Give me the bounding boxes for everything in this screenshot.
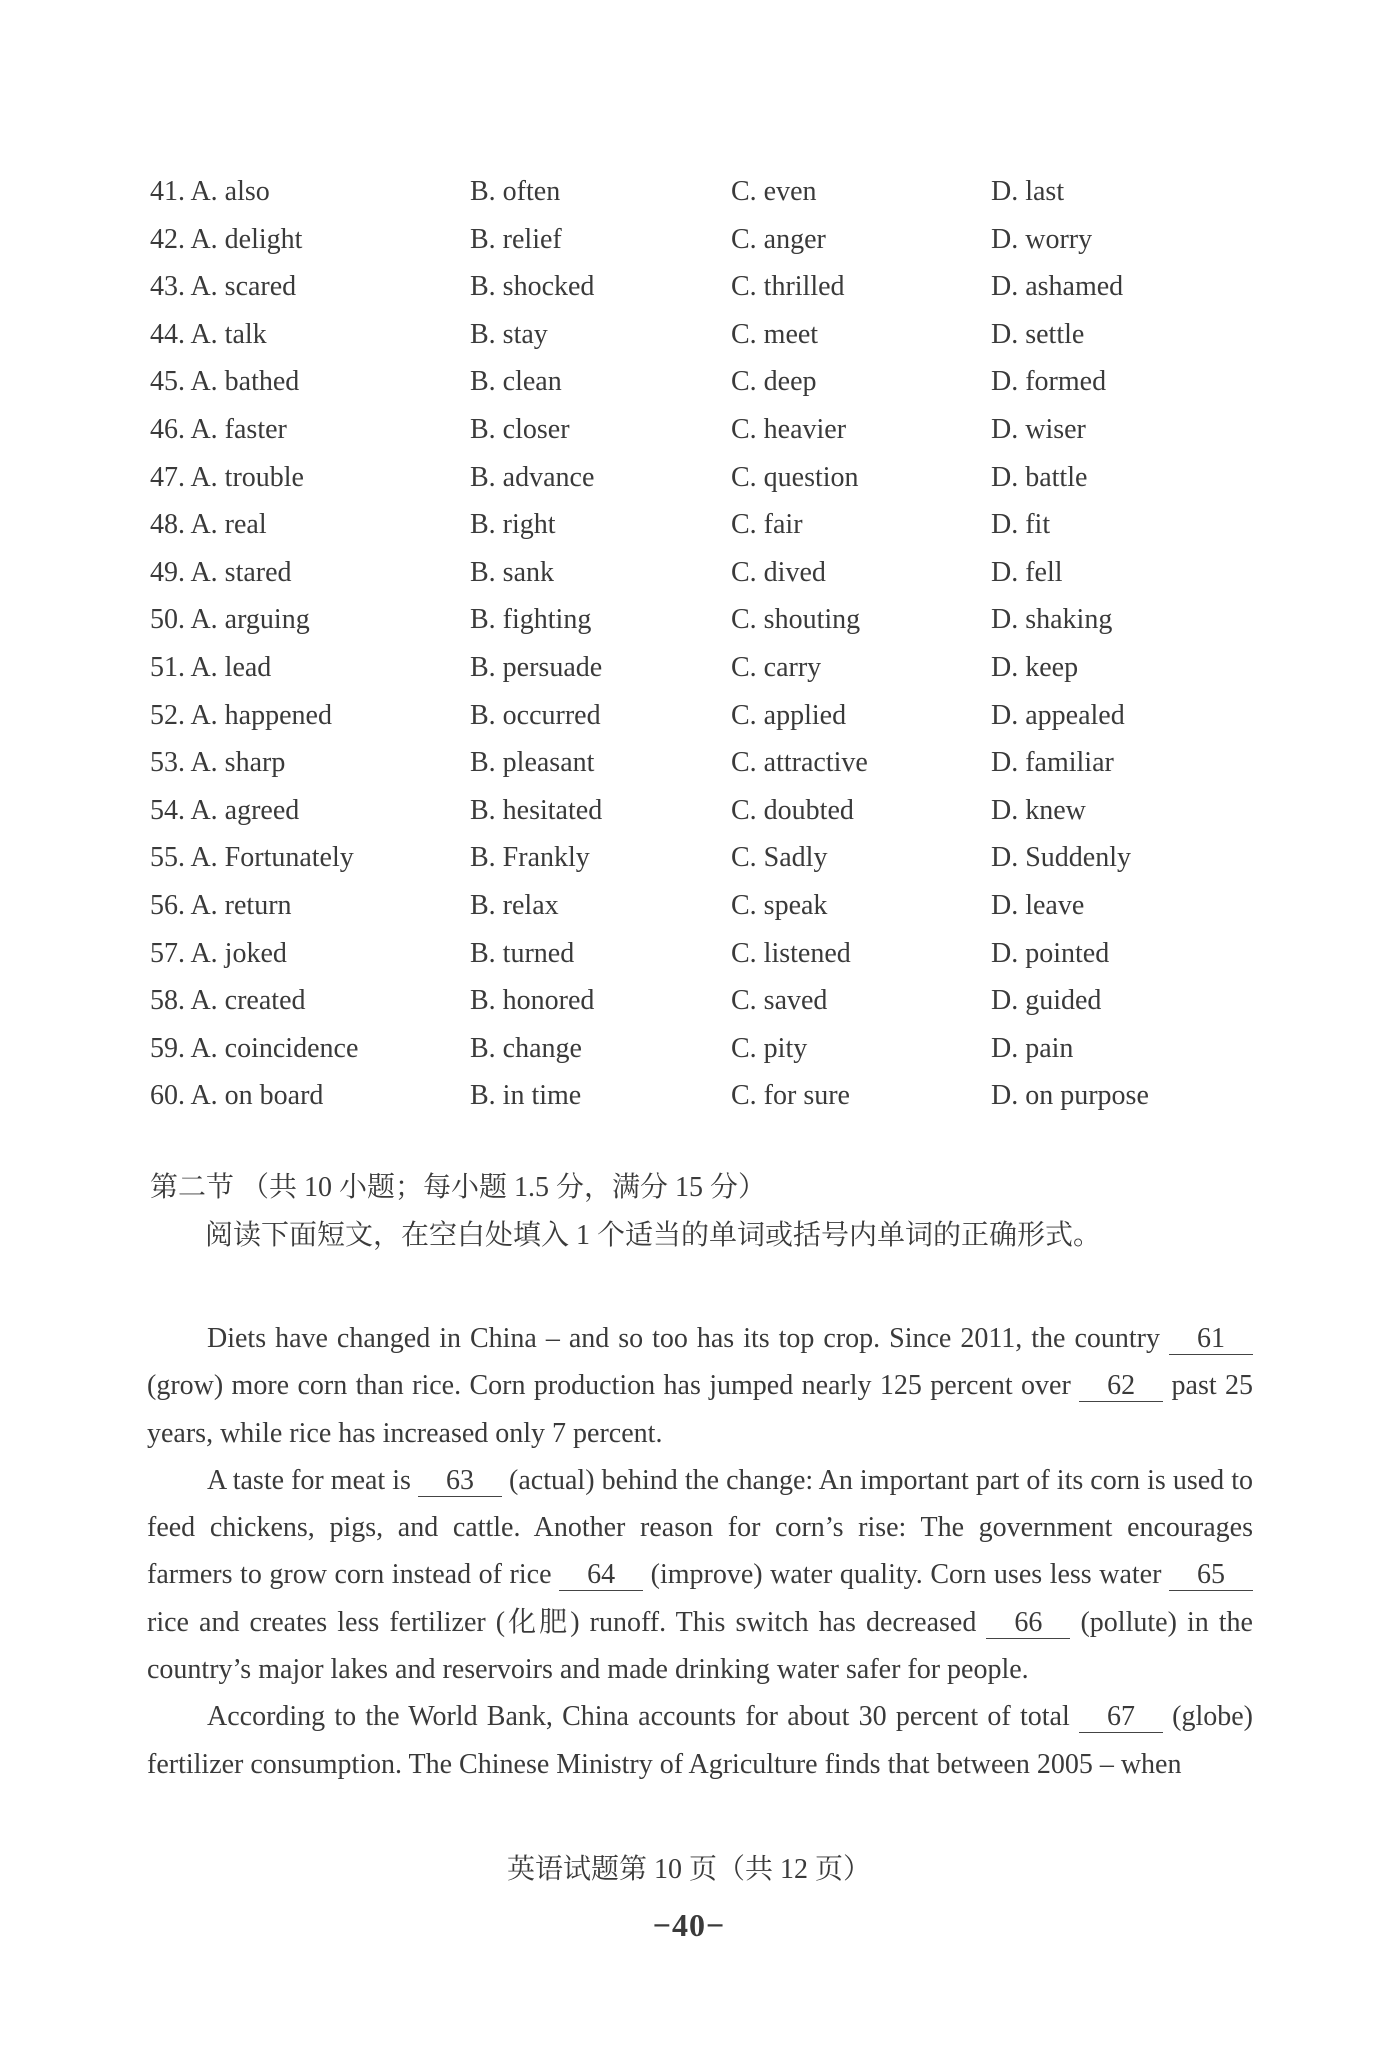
option-row: [150, 692, 1250, 740]
option-d: D. wiser: [991, 413, 1086, 445]
option-b: B. occurred: [470, 699, 601, 731]
section-instruction: 阅读下面短文，在空白处填入 1 个适当的单词或括号内单词的正确形式。: [205, 1220, 1102, 1251]
option-c: C. dived: [731, 556, 826, 588]
option-a: 56. A. return: [150, 889, 292, 921]
option-a: 50. A. arguing: [150, 604, 310, 636]
option-a: 46. A. faster: [150, 413, 287, 445]
text: (globe) fertilizer consumption. The Chinese Ministry of Agriculture finds that between 2005 – when: [147, 1701, 1254, 1780]
option-d: D. knew: [991, 794, 1086, 826]
blank-64: 64: [559, 1560, 643, 1591]
option-row: [150, 644, 1250, 692]
option-a: 59. A. coincidence: [150, 1032, 359, 1064]
option-b: B. relax: [470, 889, 559, 921]
option-d: D. keep: [991, 651, 1079, 683]
option-b: B. advance: [470, 461, 595, 493]
reading-passage: [147, 1315, 1253, 1788]
option-c: C. applied: [731, 699, 847, 731]
option-a: 52. A. happened: [150, 699, 332, 731]
option-row: [150, 930, 1250, 978]
blank-62: 62: [1079, 1371, 1163, 1402]
text: (actual) behind the change: An important part of its corn is used to feed chickens, pigs, and cattle. Another reason for corn’s rise: The government encourages farmers to grow corn instead of rice: [147, 1464, 1253, 1591]
option-row: [150, 549, 1250, 597]
option-c: C. carry: [731, 651, 822, 683]
option-d: D. leave: [991, 889, 1085, 921]
option-b: B. turned: [470, 937, 575, 969]
option-row: [150, 787, 1250, 835]
option-row: [150, 977, 1250, 1025]
option-b: B. fighting: [470, 604, 592, 636]
blank-66: 66: [986, 1608, 1070, 1639]
option-row: [150, 596, 1250, 644]
option-b: B. sank: [470, 556, 554, 588]
option-b: B. closer: [470, 413, 570, 445]
option-c: C. fair: [731, 509, 803, 541]
text: According to the World Bank, China accounts for about 30 percent of total: [207, 1701, 1079, 1733]
option-b: B. persuade: [470, 651, 603, 683]
option-d: D. last: [991, 176, 1065, 207]
option-c: C. pity: [731, 1032, 808, 1064]
section-heading: 第二节 （共 10 小题；每小题 1.5 分，满分 15 分）: [150, 1172, 767, 1203]
text: (improve) water quality. Corn uses less water: [643, 1559, 1169, 1591]
option-c: C. deep: [731, 366, 817, 398]
blank-63: 63: [418, 1466, 502, 1497]
option-d: D. settle: [991, 318, 1085, 350]
option-d: D. fell: [991, 556, 1063, 588]
option-d: D. ashamed: [991, 271, 1124, 303]
option-row: [150, 1072, 1250, 1120]
option-a: 54. A. agreed: [150, 794, 300, 826]
option-d: D. Suddenly: [991, 842, 1131, 874]
option-a: 53. A. sharp: [150, 747, 286, 779]
option-b: B. change: [470, 1032, 582, 1064]
option-d: D. pointed: [991, 937, 1110, 969]
option-c: C. shouting: [731, 604, 861, 636]
option-b: B. stay: [470, 318, 548, 350]
passage-paragraph-3: [147, 1693, 1253, 1788]
option-b: B. honored: [470, 985, 595, 1017]
cloze-options: [150, 168, 1250, 1120]
option-a: 49. A. stared: [150, 556, 292, 588]
option-c: C. speak: [731, 889, 828, 921]
option-row: [150, 216, 1250, 264]
option-c: C. even: [731, 176, 817, 207]
option-d: D. fit: [991, 509, 1051, 541]
option-b: B. relief: [470, 223, 562, 255]
option-a: 58. A. created: [150, 985, 306, 1017]
blank-67: 67: [1079, 1702, 1163, 1733]
text: Diets have changed in China – and so too has its top crop. Since 2011, the country: [207, 1323, 1169, 1354]
option-b: B. Frankly: [470, 842, 590, 874]
option-b: B. clean: [470, 366, 562, 398]
blank-61: 61: [1169, 1324, 1253, 1355]
option-c: C. attractive: [731, 747, 868, 779]
text: (pollute) in the country’s major lakes and reservoirs and made drinking water safer for people.: [147, 1606, 1253, 1686]
option-row: [150, 263, 1250, 311]
option-b: B. hesitated: [470, 794, 603, 826]
option-a: 42. A. delight: [150, 223, 303, 255]
option-d: D. pain: [991, 1032, 1074, 1064]
option-c: C. listened: [731, 937, 851, 969]
option-c: C. saved: [731, 985, 828, 1017]
option-row: [150, 168, 1250, 216]
text: A taste for meat is: [207, 1464, 418, 1496]
option-row: [150, 358, 1250, 406]
option-a: 48. A. real: [150, 509, 267, 541]
option-a: 55. A. Fortunately: [150, 842, 354, 874]
option-row: [150, 834, 1250, 882]
page-footer: 英语试题第 10 页（共 12 页）: [506, 1854, 871, 1885]
option-b: B. in time: [470, 1080, 582, 1112]
option-row: [150, 311, 1250, 359]
option-a: 47. A. trouble: [150, 461, 304, 493]
option-c: C. doubted: [731, 794, 854, 826]
option-b: B. shocked: [470, 271, 595, 303]
option-d: D. shaking: [991, 604, 1113, 636]
option-a: 45. A. bathed: [150, 366, 300, 398]
option-a: 51. A. lead: [150, 651, 272, 683]
option-c: C. for sure: [731, 1080, 850, 1112]
option-d: D. formed: [991, 366, 1107, 398]
option-b: B. pleasant: [470, 747, 595, 779]
option-d: D. appealed: [991, 699, 1125, 731]
option-a: 60. A. on board: [150, 1080, 324, 1112]
passage-paragraph-1: [147, 1315, 1253, 1457]
option-d: D. on purpose: [991, 1080, 1149, 1112]
option-c: C. heavier: [731, 413, 847, 445]
option-b: B. right: [470, 509, 556, 541]
text: past 25 years, while rice has increased only 7 percent.: [147, 1370, 1253, 1449]
option-c: C. Sadly: [731, 842, 828, 874]
option-a: 41. A. also: [150, 176, 270, 207]
option-c: C. thrilled: [731, 271, 845, 303]
option-c: C. question: [731, 461, 859, 493]
option-row: [150, 1025, 1250, 1073]
option-a: 57. A. joked: [150, 937, 287, 969]
option-c: C. meet: [731, 318, 819, 350]
text: (grow) more corn than rice. Corn production has jumped nearly 125 percent over: [147, 1370, 1080, 1402]
option-row: [150, 501, 1250, 549]
option-d: D. battle: [991, 461, 1088, 493]
page-number: −40−: [652, 1907, 726, 1943]
option-row: [150, 454, 1250, 502]
text: rice and creates less fertilizer (化肥) runoff. This switch has decreased: [147, 1606, 987, 1638]
option-a: 43. A. scared: [150, 271, 297, 303]
option-d: D. guided: [991, 985, 1102, 1017]
blank-65: 65: [1169, 1560, 1253, 1591]
option-row: [150, 406, 1250, 454]
option-row: [150, 739, 1250, 787]
option-row: [150, 882, 1250, 930]
option-c: C. anger: [731, 223, 826, 255]
option-d: D. worry: [991, 223, 1093, 255]
option-a: 44. A. talk: [150, 318, 267, 350]
option-d: D. familiar: [991, 747, 1114, 779]
passage-paragraph-2: [147, 1457, 1253, 1693]
option-b: B. often: [470, 176, 561, 207]
